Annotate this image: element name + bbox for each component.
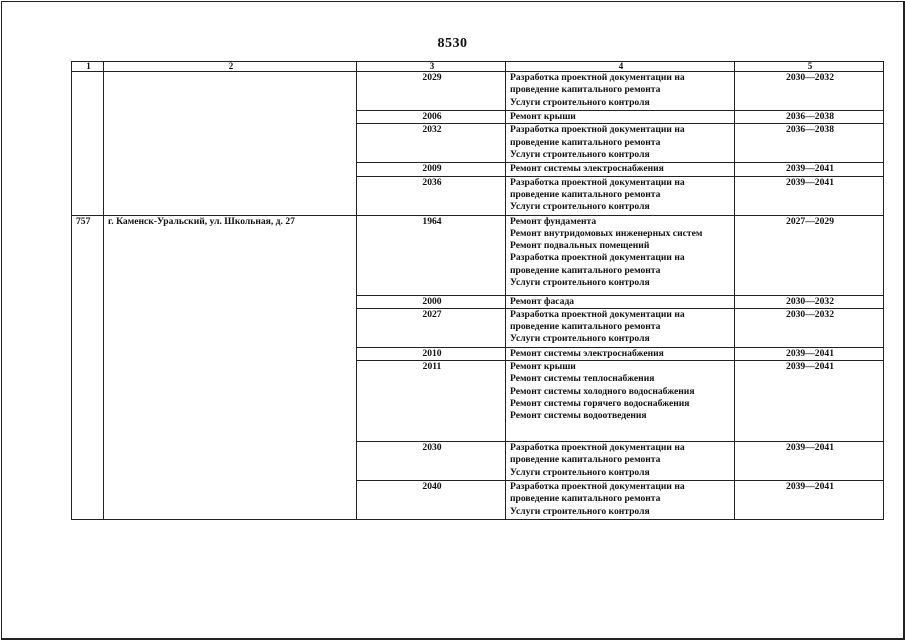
entry-number-cell: 757 bbox=[72, 215, 104, 520]
period-cell: 2039—2041 bbox=[735, 347, 884, 360]
period-cell: 2030—2032 bbox=[735, 295, 884, 308]
work-item: проведение капитального ремонта bbox=[510, 136, 661, 148]
work-item: проведение капитального ремонта bbox=[510, 321, 661, 333]
year-cell: 2027 bbox=[357, 308, 506, 347]
work-item: Ремонт системы теплоснабжения bbox=[510, 373, 655, 385]
work-item: Разработка проектной документации на bbox=[510, 124, 685, 136]
year-cell: 2036 bbox=[357, 176, 506, 215]
period-cell: 2039—2041 bbox=[735, 163, 884, 176]
year-cell: 2009 bbox=[357, 163, 506, 176]
period-cell: 2039—2041 bbox=[735, 361, 884, 442]
page-number: 8530 bbox=[437, 36, 468, 51]
column-header-3: 3 bbox=[357, 62, 506, 72]
work-item: Ремонт системы водоотведения bbox=[510, 410, 647, 422]
work-item: Ремонт внутридомовых инженерных систем bbox=[510, 227, 703, 239]
work-item: Ремонт подвальных помещений bbox=[510, 240, 650, 252]
works-cell bbox=[506, 361, 735, 442]
works-cell bbox=[506, 481, 735, 520]
works-cell bbox=[506, 163, 735, 176]
table-row bbox=[72, 215, 884, 295]
column-header-4: 4 bbox=[506, 62, 735, 72]
period-cell: 2036—2038 bbox=[735, 111, 884, 124]
work-item: Услуги строительного контроля bbox=[510, 148, 650, 160]
work-item: проведение капитального ремонта bbox=[510, 454, 661, 466]
work-item: Услуги строительного контроля bbox=[510, 96, 650, 108]
work-item: Разработка проектной документации на bbox=[510, 481, 685, 493]
period-cell: 2039—2041 bbox=[735, 442, 884, 481]
year-cell: 2006 bbox=[357, 111, 506, 124]
column-header-1: 1 bbox=[72, 62, 104, 72]
year-cell: 2000 bbox=[357, 295, 506, 308]
work-item: Услуги строительного контроля bbox=[510, 505, 650, 517]
year-cell: 2032 bbox=[357, 124, 506, 163]
period-cell: 2036—2038 bbox=[735, 124, 884, 163]
year-cell: 2030 bbox=[357, 442, 506, 481]
work-item: Ремонт системы холодного водоснабжения bbox=[510, 385, 695, 397]
work-item: проведение капитального ремонта bbox=[510, 188, 661, 200]
year-cell: 2040 bbox=[357, 481, 506, 520]
entry-number-cell bbox=[72, 72, 104, 216]
work-item: Услуги строительного контроля bbox=[510, 277, 650, 289]
address-cell bbox=[104, 72, 357, 216]
period-cell: 2030—2032 bbox=[735, 72, 884, 111]
year-cell: 1964 bbox=[357, 215, 506, 295]
work-item: Услуги строительного контроля bbox=[510, 466, 650, 478]
repair-schedule-table bbox=[71, 61, 884, 520]
column-header-5: 5 bbox=[735, 62, 884, 72]
works-cell bbox=[506, 124, 735, 163]
period-cell: 2030—2032 bbox=[735, 308, 884, 347]
year-cell: 2011 bbox=[357, 361, 506, 442]
work-item: проведение капитального ремонта bbox=[510, 493, 661, 505]
work-item: Ремонт системы горячего водоснабжения bbox=[510, 398, 690, 410]
works-cell bbox=[506, 72, 735, 111]
address-cell: г. Каменск-Уральский, ул. Школьная, д. 27 bbox=[104, 215, 357, 520]
works-cell bbox=[506, 176, 735, 215]
works-cell bbox=[506, 347, 735, 360]
work-item: Разработка проектной документации на bbox=[510, 72, 685, 83]
work-item: Разработка проектной документации на bbox=[510, 308, 685, 320]
column-header-2: 2 bbox=[104, 62, 357, 72]
work-item: проведение капитального ремонта bbox=[510, 84, 661, 96]
work-item: Ремонт крыши bbox=[510, 111, 576, 122]
table-row bbox=[72, 72, 884, 111]
works-cell bbox=[506, 111, 735, 124]
year-cell: 2010 bbox=[357, 347, 506, 360]
works-cell bbox=[506, 295, 735, 308]
work-item: Разработка проектной документации на bbox=[510, 176, 685, 188]
works-cell bbox=[506, 308, 735, 347]
work-item: проведение капитального ремонта bbox=[510, 264, 661, 276]
work-item: Ремонт фундамента bbox=[510, 215, 597, 227]
period-cell: 2039—2041 bbox=[735, 481, 884, 520]
period-cell: 2039—2041 bbox=[735, 176, 884, 215]
column-number-row bbox=[72, 62, 884, 72]
work-item: Ремонт фасада bbox=[510, 295, 575, 307]
work-item: Разработка проектной документации на bbox=[510, 442, 685, 454]
work-item: Услуги строительного контроля bbox=[510, 201, 650, 213]
work-item: Услуги строительного контроля bbox=[510, 333, 650, 345]
work-item: Разработка проектной документации на bbox=[510, 252, 685, 264]
works-cell bbox=[506, 442, 735, 481]
work-item: Ремонт крыши bbox=[510, 361, 576, 373]
works-cell bbox=[506, 215, 735, 295]
work-item: Ремонт системы электроснабжения bbox=[510, 347, 664, 359]
period-cell: 2027—2029 bbox=[735, 215, 884, 295]
year-cell: 2029 bbox=[357, 72, 506, 111]
work-item: Ремонт системы электроснабжения bbox=[510, 163, 664, 175]
